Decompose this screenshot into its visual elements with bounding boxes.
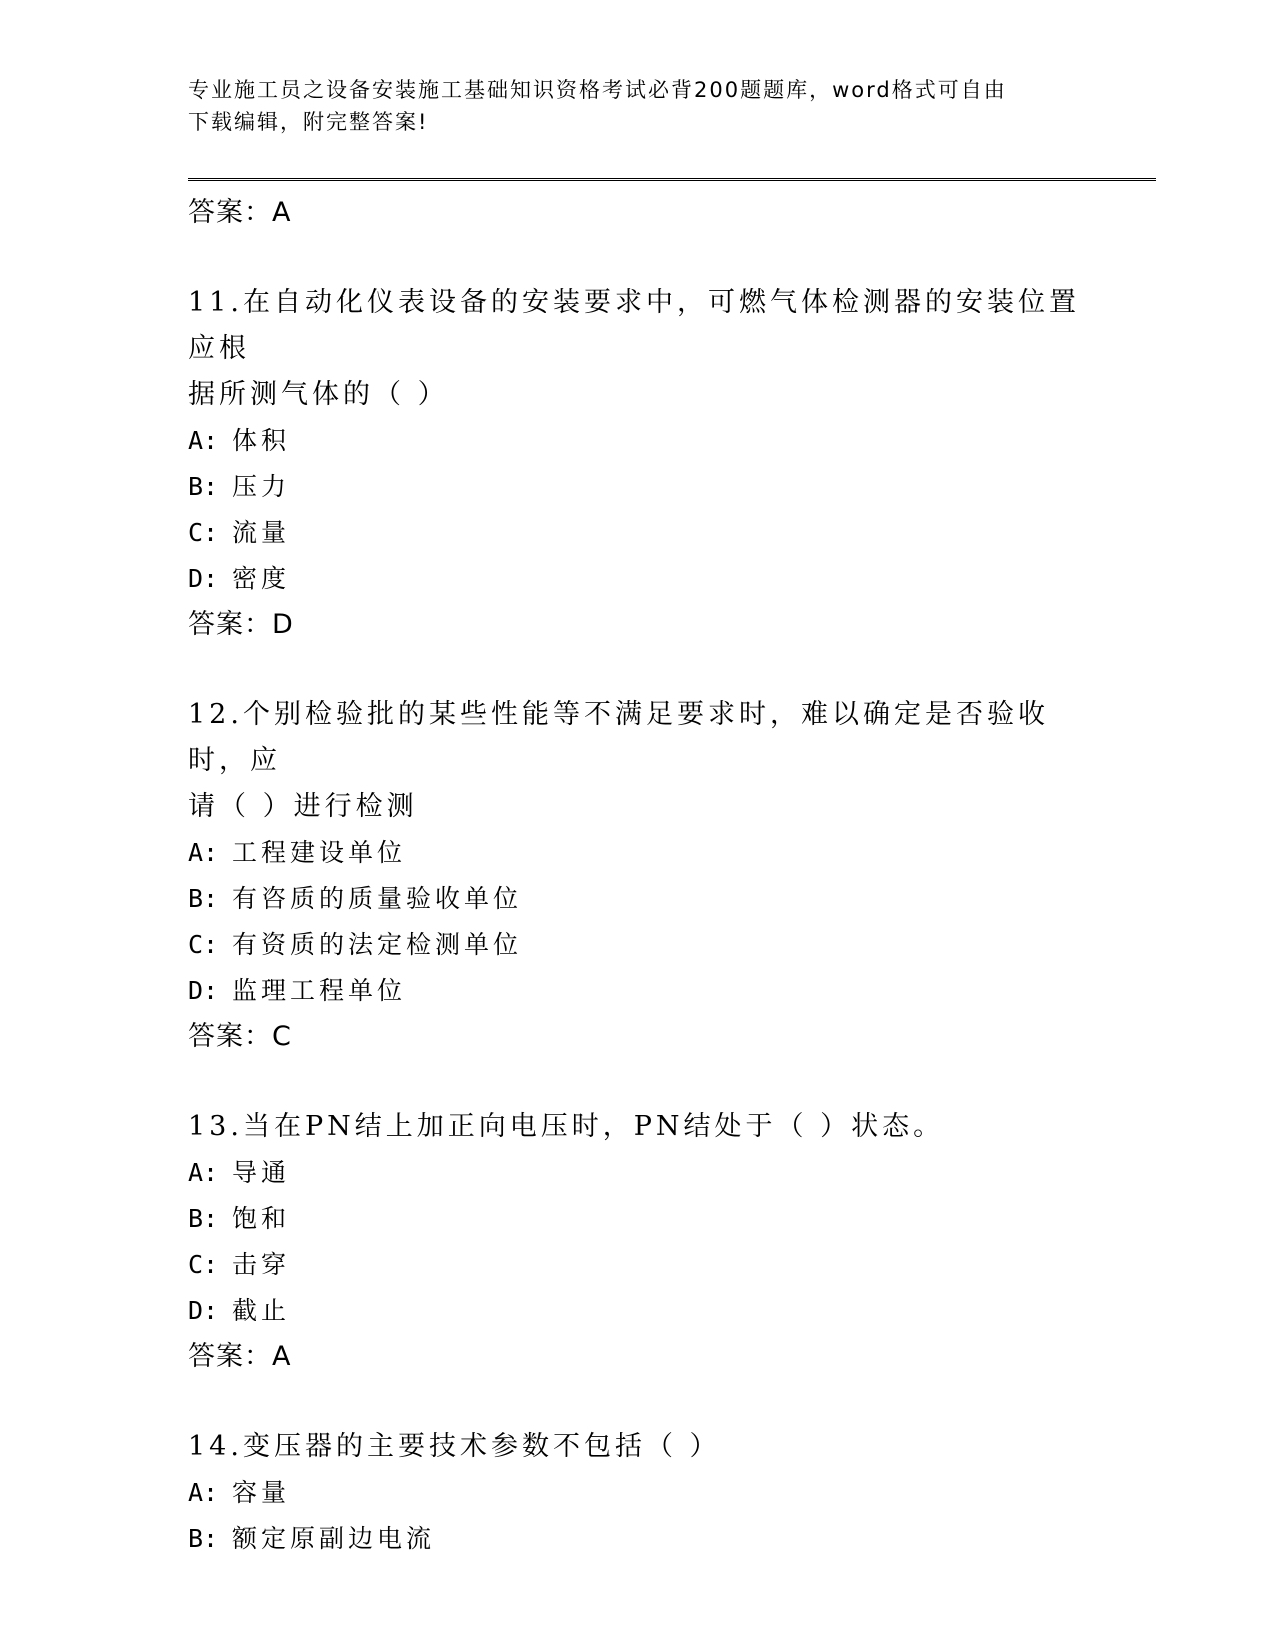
question-14 <box>188 1424 1088 1562</box>
option-key: C: <box>188 1250 219 1279</box>
option-text: 流量 <box>232 518 291 547</box>
question-stem-line-1: 12.个别检验批的某些性能等不满足要求时，难以确定是否验收时，应 <box>188 699 1049 776</box>
option-text: 饱和 <box>232 1204 291 1233</box>
option-text: 额定原副边电流 <box>232 1524 436 1553</box>
option-b <box>188 1516 1088 1562</box>
question-12 <box>188 692 1088 1060</box>
question-13 <box>188 1104 1088 1380</box>
option-text: 有资质的法定检测单位 <box>232 930 523 959</box>
option-key: D: <box>188 1296 219 1325</box>
option-key: B: <box>188 1524 219 1553</box>
option-text: 体积 <box>232 426 291 455</box>
answer-line: 答案：D <box>188 609 294 640</box>
option-a <box>188 418 1088 464</box>
option-d <box>188 968 1088 1014</box>
option-c <box>188 510 1088 556</box>
option-d <box>188 1288 1088 1334</box>
option-key: D: <box>188 976 219 1005</box>
option-key: B: <box>188 1204 219 1233</box>
option-b <box>188 464 1088 510</box>
header-divider <box>188 178 1156 181</box>
option-a <box>188 1470 1088 1516</box>
question-stem-line-2: 请（ ）进行检测 <box>188 791 418 822</box>
option-text: 工程建设单位 <box>232 838 407 867</box>
option-key: A: <box>188 426 219 455</box>
option-text: 容量 <box>232 1478 291 1507</box>
question-stem <box>188 280 1088 418</box>
option-b <box>188 876 1088 922</box>
header-line-2: 下载编辑，附完整答案! <box>188 110 429 134</box>
question-stem <box>188 1104 1088 1150</box>
option-text: 压力 <box>232 472 291 501</box>
option-a <box>188 1150 1088 1196</box>
option-text: 截止 <box>232 1296 291 1325</box>
option-text: 有咨质的质量验收单位 <box>232 884 523 913</box>
option-key: B: <box>188 884 219 913</box>
option-text: 导通 <box>232 1158 291 1187</box>
option-key: D: <box>188 564 219 593</box>
option-c <box>188 1242 1088 1288</box>
document-header <box>188 74 1088 138</box>
question-stem <box>188 1424 1088 1470</box>
option-key: A: <box>188 1158 219 1187</box>
option-text: 密度 <box>232 564 291 593</box>
option-d <box>188 556 1088 602</box>
question-list <box>188 190 1088 1562</box>
option-key: A: <box>188 1478 219 1507</box>
header-line-1: 专业施工员之设备安装施工基础知识资格考试必背200题题库，word格式可自由 <box>188 78 1007 102</box>
question-stem-line-2: 据所测气体的（ ） <box>188 379 449 410</box>
answer-line: 答案：A <box>188 1341 292 1372</box>
option-a <box>188 830 1088 876</box>
option-key: A: <box>188 838 219 867</box>
answer-line: 答案：C <box>188 1021 292 1052</box>
option-text: 监理工程单位 <box>232 976 407 1005</box>
question-stem <box>188 692 1088 830</box>
option-c <box>188 922 1088 968</box>
question-11 <box>188 280 1088 648</box>
question-stem-line-1: 13.当在PN结上加正向电压时，PN结处于（ ）状态。 <box>188 1111 945 1142</box>
option-b <box>188 1196 1088 1242</box>
question-stem-line-1: 11.在自动化仪表设备的安装要求中，可燃气体检测器的安装位置应根 <box>188 287 1080 364</box>
question-stem-line-1: 14.变压器的主要技术参数不包括（ ） <box>188 1431 721 1462</box>
option-key: C: <box>188 518 219 547</box>
previous-answer: 答案：A <box>188 197 292 228</box>
option-key: C: <box>188 930 219 959</box>
option-key: B: <box>188 472 219 501</box>
option-text: 击穿 <box>232 1250 291 1279</box>
